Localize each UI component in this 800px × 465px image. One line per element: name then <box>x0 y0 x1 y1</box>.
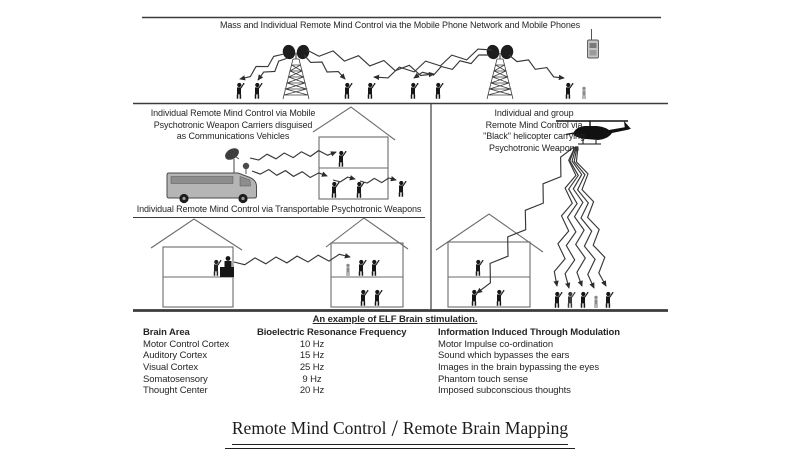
zigzag-beam <box>234 254 350 264</box>
footer-title-text <box>232 416 568 445</box>
van-title-line: Individual Remote Mind Control via Mobile <box>150 108 316 118</box>
table-column-information <box>438 327 678 397</box>
house-occupants <box>346 260 382 306</box>
table-cell-effect: Imposed subconscious thoughts <box>438 385 571 397</box>
helicopter-title-line: "Black" helicopter carrying <box>483 131 585 142</box>
zigzag-beam <box>258 58 288 80</box>
house-occupants <box>332 151 407 198</box>
targeted-group-people <box>555 292 614 308</box>
van-zigzag-beams <box>250 151 396 183</box>
footer-underline <box>225 416 575 449</box>
table-cell-frequency: 15 Hz <box>299 350 325 362</box>
helicopter-section-title <box>443 108 625 154</box>
van-section-title <box>137 108 329 143</box>
person-icon <box>582 87 585 99</box>
top-section-title: Mass and Individual Remote Mind Control via the Mobile Phone Network and Mobile Phones <box>219 20 581 30</box>
house-icon <box>326 218 408 307</box>
table-cell-area: Auditory Cortex <box>143 350 207 362</box>
table-cell-area: Somatosensory <box>143 373 208 385</box>
van-title-line: as Communications Vehicles <box>176 131 290 142</box>
table-cell-effect: Sound which bypasses the ears <box>438 350 570 362</box>
table-cell-area: Thought Center <box>143 385 208 397</box>
table-cell-frequency: 10 Hz <box>299 338 325 350</box>
table-cell-frequency: 9 Hz <box>302 373 322 385</box>
house-occupants <box>472 260 505 306</box>
zigzag-beam <box>477 147 574 293</box>
zigzag-beam <box>250 151 336 160</box>
helicopter-title-line: Remote Mind Control via <box>485 119 583 130</box>
table-column-frequency <box>262 339 362 397</box>
cell-tower-icon <box>281 44 311 99</box>
elf-table-heading: An example of ELF Brain stimulation. <box>312 314 478 325</box>
section-divider-lines <box>133 18 668 311</box>
zigzag-beam <box>333 177 355 182</box>
table-cell-area: Motor Control Cortex <box>143 338 230 350</box>
page-title <box>0 416 800 449</box>
helicopter-zigzag-beams <box>477 147 606 293</box>
footer-slash: / <box>391 416 398 441</box>
zigzag-beam <box>304 55 345 79</box>
column-header-brain-area: Brain Area <box>143 327 190 338</box>
table-cell-effect: Motor Impulse co-ordination <box>438 338 554 350</box>
psychotronic-device-icon <box>220 256 234 277</box>
column-header-information: Information Induced Through Modulation <box>438 327 620 338</box>
helicopter-title-line: Individual and group <box>494 108 574 118</box>
footer-title-left: Remote Mind Control <box>231 418 387 438</box>
table-cell-frequency: 25 Hz <box>299 361 325 373</box>
house-icon <box>436 214 543 307</box>
transportable-section-title: Individual Remote Mind Control via Transportable Psychotronic Weapons <box>133 204 425 218</box>
column-header-frequency: Bioelectric Resonance Frequency <box>257 327 407 338</box>
table-cell-effect: Phantom touch sense <box>438 373 528 385</box>
zigzag-beam <box>360 178 396 183</box>
zigzag-beam <box>509 55 564 78</box>
table-cell-effect: Images in the brain bypassing the eyes <box>438 361 599 373</box>
zigzag-beam <box>252 170 327 178</box>
surveillance-van-icon <box>167 146 257 203</box>
zigzag-beam <box>565 147 578 288</box>
zigzag-beam <box>554 147 576 286</box>
crowd-people <box>237 83 586 99</box>
van-title-line: Psychotronic Weapon Carriers disguised <box>153 119 313 130</box>
mobile-phone-icon <box>588 29 599 58</box>
helicopter-title-line: Psychotronic Weapons <box>489 142 579 153</box>
table-cell-frequency: 20 Hz <box>299 385 325 397</box>
table-cell-area: Visual Cortex <box>143 361 199 373</box>
table-column-brain-area <box>143 327 255 397</box>
footer-title-right: Remote Brain Mapping <box>402 418 569 438</box>
cell-tower-icon <box>485 44 515 99</box>
